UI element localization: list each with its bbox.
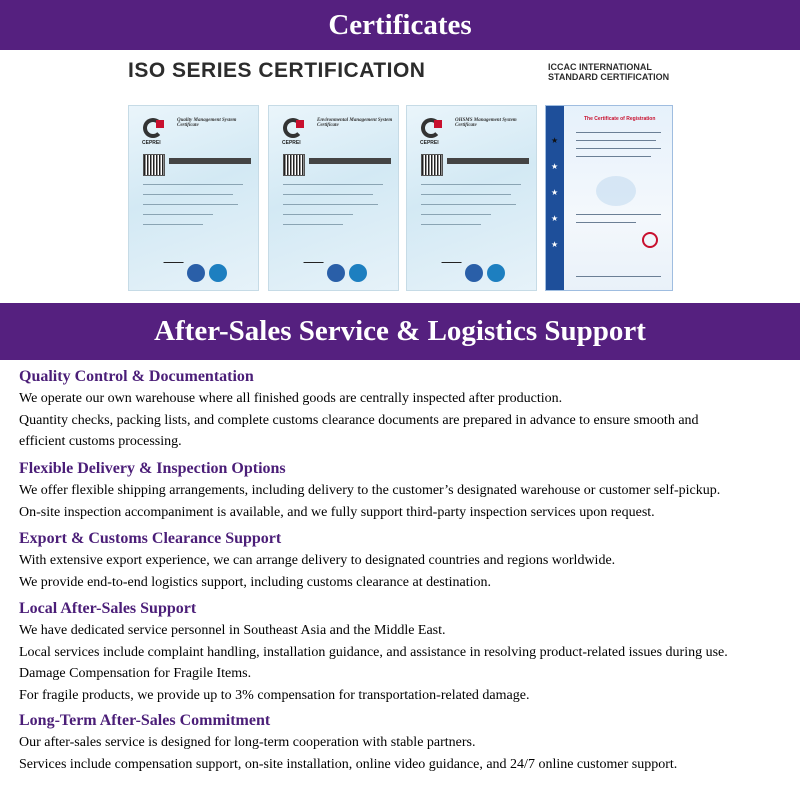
section-text: We operate our own warehouse where all finished goods are centrally inspected after production. xyxy=(19,391,563,406)
cert-text-line xyxy=(421,184,521,185)
cert-text-line xyxy=(576,276,661,277)
section-long-term-commitment xyxy=(19,710,789,780)
cert-text-line xyxy=(576,222,636,223)
cert-text-line xyxy=(143,224,203,225)
cnas-seal-icon xyxy=(209,264,227,282)
iso-heading: ISO SERIES CERTIFICATION xyxy=(128,59,426,82)
cert-text-line xyxy=(576,156,651,157)
cert-side-band xyxy=(546,106,564,291)
section-text: Local services include complaint handling, installation guidance, and assistance in resolving product-related issues during use. xyxy=(19,644,728,660)
certificate-strip xyxy=(0,50,800,303)
iccac-heading-line2: STANDARD CERTIFICATION xyxy=(548,72,670,82)
section-title: Flexible Delivery & Inspection Options xyxy=(19,460,286,477)
cert-company-line xyxy=(169,158,251,164)
section-text: Our after-sales service is designed for long-term cooperation with stable partners. xyxy=(19,735,476,750)
signature-icon xyxy=(303,254,326,263)
certificates-title: Certificates xyxy=(328,9,472,41)
section-text: We have dedicated service personnel in Southeast Asia and the Middle East. xyxy=(19,623,446,638)
red-seal-icon xyxy=(642,232,658,248)
section-title: Quality Control & Documentation xyxy=(19,368,254,385)
signature-icon xyxy=(441,254,464,263)
section-text: Services include compensation support, on-site installation, online video guidance, and 24/7 online customer support. xyxy=(19,756,678,772)
cert-text-line xyxy=(143,204,238,205)
cert-text-line xyxy=(576,148,661,149)
section-text: We provide end-to-end logistics support, including customs clearance at destination. xyxy=(19,574,492,590)
section-quality-control xyxy=(19,366,789,458)
section-export-customs xyxy=(19,528,789,598)
service-banner xyxy=(0,303,800,360)
star-icon: ★ xyxy=(551,162,559,171)
cert-text-line xyxy=(421,214,491,215)
service-title: After-Sales Service & Logistics Support xyxy=(154,315,646,347)
iccac-heading xyxy=(548,62,669,82)
cert-brand: CEPREI xyxy=(142,140,161,146)
service-content xyxy=(19,366,789,780)
section-text: efficient customs processing. xyxy=(19,434,182,449)
un-emblem-icon xyxy=(596,176,636,206)
cert-text-line xyxy=(143,214,213,215)
section-text: For fragile products, we provide up to 3% compensation for transportation-related damage. xyxy=(19,687,530,703)
cert-text-line xyxy=(143,194,233,195)
ceprei-logo-mark-icon xyxy=(156,120,164,128)
cert-company-line xyxy=(309,158,391,164)
cert-company-line xyxy=(447,158,529,164)
cert-text-line xyxy=(283,194,373,195)
section-text: Damage Compensation for Fragile Items. xyxy=(19,666,252,681)
star-icon: ★ xyxy=(551,240,559,249)
section-title: Long-Term After-Sales Commitment xyxy=(19,712,271,729)
certificate-of-registration xyxy=(545,105,673,291)
cert-text-line xyxy=(283,204,378,205)
cert-text-line xyxy=(421,224,481,225)
cert-title: The Certificate of Registration xyxy=(584,116,656,122)
cert-title: OHSMS Management System Certificate xyxy=(455,118,517,128)
certificate-ohsms-management xyxy=(406,105,537,291)
cert-title: Quality Management System Certificate xyxy=(177,118,237,128)
cert-text-line xyxy=(283,214,353,215)
qr-code-icon xyxy=(421,154,443,176)
certificate-environmental-management xyxy=(268,105,399,291)
certificates-banner xyxy=(0,0,800,50)
star-icon: ★ xyxy=(551,214,559,223)
cert-title: Environmental Management System Certificate xyxy=(317,118,393,128)
cert-text-line xyxy=(421,194,511,195)
section-text: Quantity checks, packing lists, and complete customs clearance documents are prepared in advance to ensure smooth and xyxy=(19,412,699,428)
cnas-seal-icon xyxy=(487,264,505,282)
cert-brand: CEPREI xyxy=(420,140,439,146)
cnas-seal-icon xyxy=(349,264,367,282)
cert-brand: CEPREI xyxy=(282,140,301,146)
section-title: Local After-Sales Support xyxy=(19,600,197,617)
star-icon: ★ xyxy=(551,188,559,197)
section-text: On-site inspection accompaniment is available, and we fully support third-party inspection services upon request. xyxy=(19,504,655,520)
cert-text-line xyxy=(283,224,343,225)
section-text: With extensive export experience, we can arrange delivery to designated countries and regions worldwide. xyxy=(19,553,616,568)
cert-text-line xyxy=(421,204,516,205)
cert-text-line xyxy=(576,214,661,215)
star-icon: ★ xyxy=(551,136,559,145)
ceprei-logo-mark-icon xyxy=(434,120,442,128)
cert-text-line xyxy=(576,140,656,141)
cert-text-line xyxy=(143,184,243,185)
iaf-seal-icon xyxy=(465,264,483,282)
iaf-seal-icon xyxy=(327,264,345,282)
section-title: Export & Customs Clearance Support xyxy=(19,530,282,547)
section-local-after-sales xyxy=(19,598,789,710)
signature-icon xyxy=(163,254,186,263)
section-delivery-inspection xyxy=(19,458,789,528)
qr-code-icon xyxy=(283,154,305,176)
cert-text-line xyxy=(283,184,383,185)
section-text: We offer flexible shipping arrangements, including delivery to the customer’s designated warehouse or customer self-pickup. xyxy=(19,483,721,498)
qr-code-icon xyxy=(143,154,165,176)
certificate-quality-management xyxy=(128,105,259,291)
iccac-heading-line1: ICCAC INTERNATIONAL xyxy=(548,62,652,72)
cert-text-line xyxy=(576,132,661,133)
ceprei-logo-mark-icon xyxy=(296,120,304,128)
iaf-seal-icon xyxy=(187,264,205,282)
